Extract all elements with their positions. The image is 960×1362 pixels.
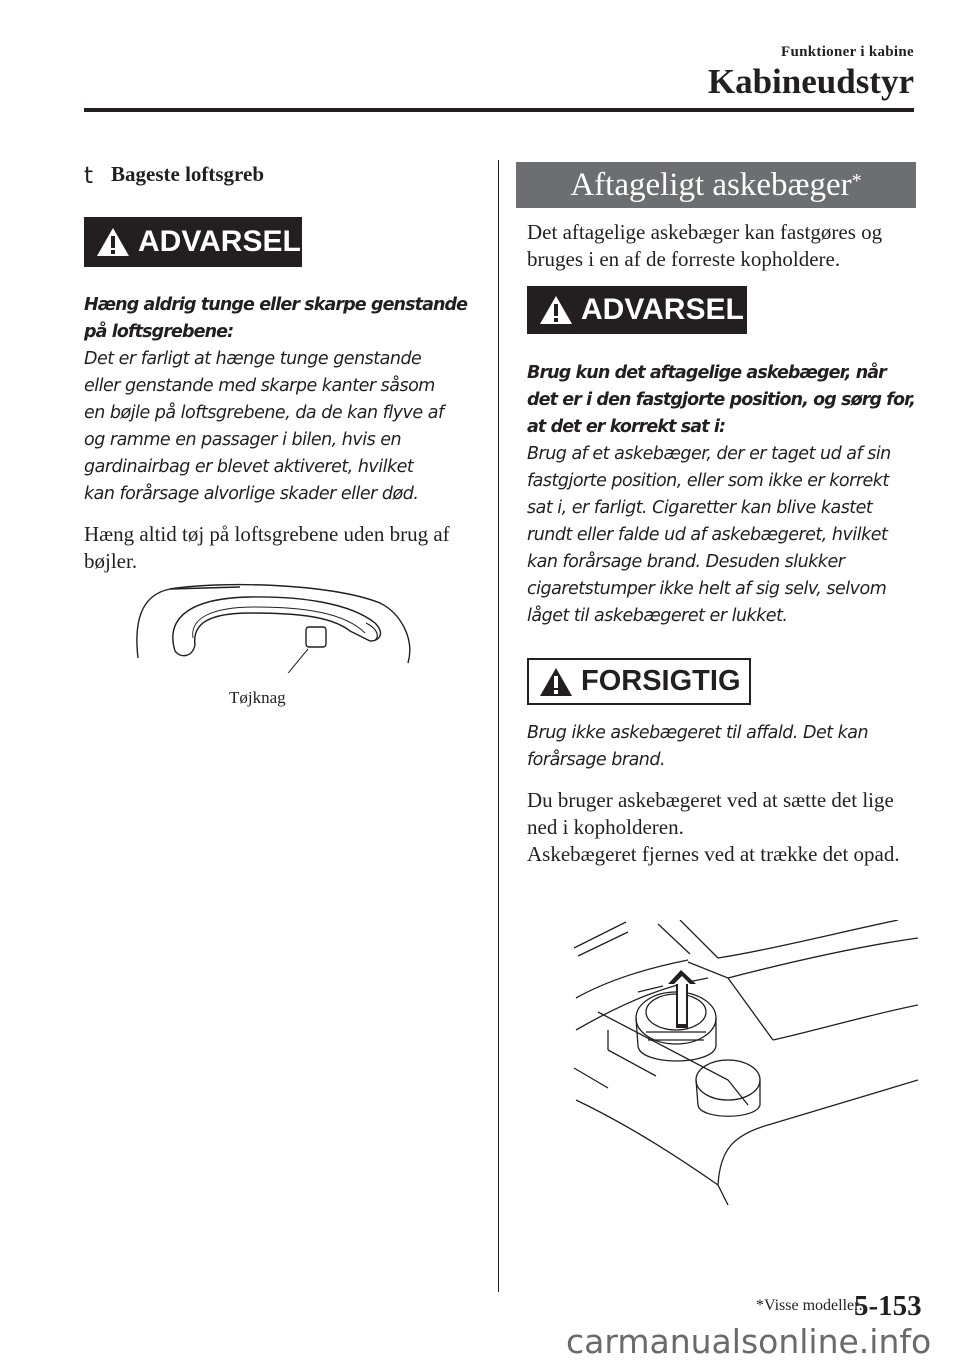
- body-paragraph: Hæng altid tøj på loftsgrebene uden brug af bøjler.: [84, 522, 450, 573]
- instruction-text: [527, 787, 907, 868]
- caution-label: FORSIGTIG: [581, 665, 741, 697]
- ashtray-in-cupholder-illustration: [568, 920, 918, 1205]
- column-divider: [498, 160, 499, 1292]
- warning-line: fastgjorte position, eller som ikke er korrekt: [527, 471, 889, 491]
- warning-line: en bøjle på loftsgrebene, da de kan flyve af: [84, 403, 444, 423]
- intro-paragraph: Det aftagelige askebæger kan fastgøres og bruges i en af de forreste kopholdere.: [527, 220, 883, 271]
- instruction-paragraph: Du bruger askebægeret ved at sætte det lige ned i kopholderen.: [527, 788, 894, 839]
- chapter-subtitle: Funktioner i kabine: [781, 44, 914, 60]
- footnote: *Visse modeller.: [756, 1297, 863, 1314]
- section-title: Aftageligt askebæger: [570, 166, 852, 203]
- warning-block: [527, 360, 919, 630]
- site-watermark: carmanualsonline.info: [566, 1322, 932, 1361]
- chapter-title: Kabineudstyr: [707, 62, 914, 101]
- warning-line: og ramme en passager i bilen, hvis en: [84, 430, 402, 450]
- figure-caption: Tøjknag: [229, 688, 286, 707]
- warning-line: Brug af et askebæger, der er taget ud af sin: [527, 444, 891, 464]
- grab-handle-illustration: [130, 583, 420, 673]
- warning-badge: [527, 286, 747, 334]
- warning-heading: Hæng aldrig tunge eller skarpe genstande på loftsgrebene:: [84, 295, 468, 342]
- model-asterisk: *: [851, 169, 862, 192]
- warning-label: ADVARSEL: [138, 225, 301, 258]
- header-rule: [84, 108, 914, 112]
- caution-triangle-icon: [539, 667, 573, 697]
- warning-line: Det er farligt at hænge tunge genstande: [84, 349, 422, 369]
- warning-label: ADVARSEL: [581, 293, 744, 326]
- intro-text: [527, 219, 919, 273]
- caution-badge: [527, 658, 751, 705]
- section-title-bar: [516, 162, 916, 208]
- warning-line: cigaretstumper ikke helt af sig selv, selvom: [527, 579, 887, 599]
- warning-heading: Brug kun det aftagelige askebæger, når det er i den fastgjorte position, og sørg for, at det er korrekt sat i:: [527, 363, 916, 437]
- page-number: 5-153: [854, 1290, 922, 1322]
- caution-text: Brug ikke askebægeret til affald. Det kan forårsage brand.: [527, 723, 869, 770]
- warning-line: låget til askebægeret er lukket.: [527, 606, 788, 626]
- warning-line: rundt eller falde ud af askebægeret, hvilket: [527, 525, 888, 545]
- warning-line: kan forårsage brand. Desuden slukker: [527, 552, 845, 572]
- warning-block: [84, 292, 484, 508]
- warning-badge: [84, 217, 302, 267]
- warning-triangle-icon: [96, 227, 130, 257]
- subsection-heading: Bageste loftsgreb: [111, 162, 264, 186]
- instruction-paragraph: Askebægeret fjernes ved at trække det opad.: [527, 842, 900, 866]
- caution-block: [527, 720, 907, 774]
- warning-line: kan forårsage alvorlige skader eller død.: [84, 484, 419, 504]
- warning-triangle-icon: [539, 295, 573, 325]
- warning-line: eller genstande med skarpe kanter såsom: [84, 376, 435, 396]
- warning-line: sat i, er farligt. Cigaretter kan blive kastet: [527, 498, 873, 518]
- section-bullet: t: [84, 163, 94, 189]
- warning-line: gardinairbag er blevet aktiveret, hvilket: [84, 457, 414, 477]
- body-text: [84, 521, 476, 575]
